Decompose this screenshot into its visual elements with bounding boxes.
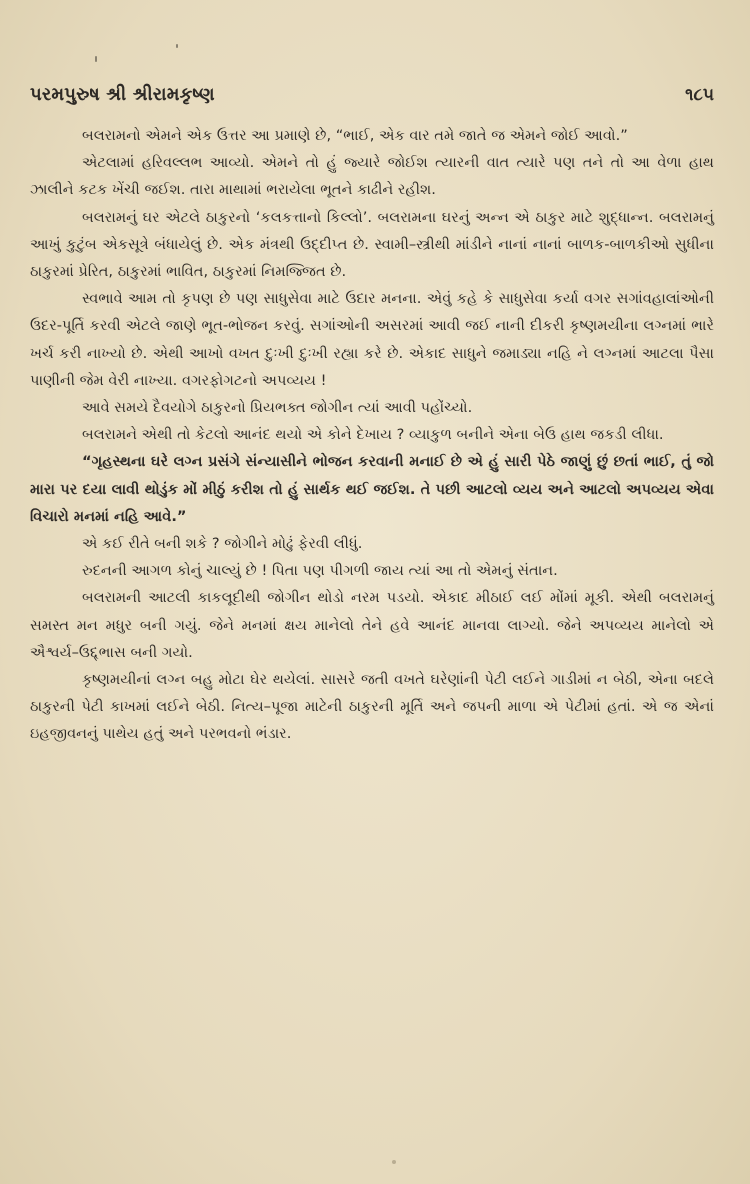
paragraph: આવે સમયે દૈવયોગે ઠાકુરનો પ્રિયભક્ત જોગીન ત્યાં આવી પહોંચ્યો. <box>82 399 473 417</box>
running-head: પરમપુરુષ શ્રી શ્રીરામકૃષ્ણ <box>30 84 215 105</box>
page-number: ૧૮૫ <box>685 85 714 105</box>
paragraph: “ગૃહસ્થના ઘરે લગ્ન પ્રસંગે સંન્યાસીને ભોજન કરવાની મનાઈ છે એ હું સારી પેઠે જાણું છું છતાં ભાઈ, તું જો મારા પર દયા લાવી થોડુંક મોં મીઠું કરીશ તો હું સાર્થક થઈ જઈશ. તે પછી આટલો વ્યય અને આટલો અપવ્યય એવા વિચારો મનમાં નહિ આવે.” <box>30 453 714 525</box>
paragraph: કૃષ્ણમયીનાં લગ્ન બહુ મોટા ઘેર થયેલાં. સાસરે જતી વખતે ઘરેણાંની પેટી લઈને ગાડીમાં ન બેઠી, એના બદલે ઠાકુરની પેટી કાખમાં લઈને બેઠી. નિત્ય–પૂજા માટેની ઠાકુરની મૂર્તિ અને જપની માળા એ પેટીમાં હતાં. એ જ એનાં ઇહજીવનનું પાથેય હતું અને પરભવનો ભંડાર. <box>30 671 714 743</box>
paragraph: બલરામનો એમને એક ઉત્તર આ પ્રમાણે છે, “ભાઈ, એક વાર તમે જાતે જ એમને જોઈ આવો.” <box>82 127 628 144</box>
body-text <box>30 122 714 748</box>
paragraph: બલરામને એથી તો કેટલો આનંદ થયો એ કોને દેખાય ? વ્યાકુળ બનીને એના બેઉ હાથ જકડી લીધા. <box>82 426 664 444</box>
paragraph: એટલામાં હરિવલ્લભ આવ્યો. એમને તો હું જ્યારે જોઈશ ત્યારની વાત ત્યારે પણ તને તો આ વેળા હાથ ઝાલીને કટક ખેંચી જઈશ. તારા માથામાં ભરાયેલા ભૂતને કાઢીને રહીશ. <box>30 154 714 199</box>
paragraph: રુદનની આગળ કોનું ચાલ્યું છે ! પિતા પણ પીગળી જાય ત્યાં આ તો એમનું સંતાન. <box>82 562 558 580</box>
paragraph: બલરામનું ઘર એટલે ઠાકુરનો ‘કલકત્તાનો કિલ્લો’. બલરામના ઘરનું અન્ન એ ઠાકુર માટે શુદ્ધાન્ન. બલરામનું આખું કુટુંબ એકસૂત્રે બંધાયેલું છે. એક મંત્રથી ઉદ્દીપ્ત છે. સ્વામી–સ્ત્રીથી માંડીને નાનાં નાનાં બાળક-બાળકીઓ સુધીના ઠાકુરમાં પ્રેરિત, ઠાકુરમાં ભાવિત, ઠાકુરમાં નિમજ્જિત છે. <box>30 208 714 281</box>
page-blemish <box>392 1160 396 1164</box>
paragraph: સ્વભાવે આમ તો કૃપણ છે પણ સાધુસેવા માટે ઉદાર મનના. એવું કહે કે સાધુસેવા કર્યા વગર સગાંવહાલાંઓની ઉદર-પૂર્તિ કરવી એટલે જાણે ભૂત-ભોજન કરવું. સગાંઓની અસરમાં આવી જઈ નાની દીકરી કૃષ્ણમયીના લગ્નમાં ભારે ખર્ચ કરી નાખ્યો છે. એથી આખો વખત દુઃખી દુઃખી રહ્યા કરે છે. એકાદ સાધુને જમાડ્યા નહિ ને લગ્નમાં આટલા પૈસા પાણીની જેમ વેરી નાખ્યા. વગરફોગટનો અપવ્યય ! <box>30 290 714 389</box>
ink-speck <box>176 44 178 48</box>
ink-speck <box>95 56 97 62</box>
page-header <box>30 84 714 114</box>
paragraph: બલરામની આટલી કાકલૂદીથી જોગીન થોડો નરમ પડયો. એકાદ મીઠાઈ લઈ મોંમાં મૂકી. એથી બલરામનું સમસ્ત મન મધુર બની ગયું. જેને મનમાં ક્ષય માનેલો તેને હવે આનંદ માનવા લાગ્યો. જેને અપવ્યય માનેલો એ ઐશ્વર્ય–ઉદ્દ્ભાસ બની ગયો. <box>30 589 714 661</box>
paragraph: એ કઈ રીતે બની શકે ? જોગીને મોઢું ફેરવી લીધું. <box>82 535 363 553</box>
